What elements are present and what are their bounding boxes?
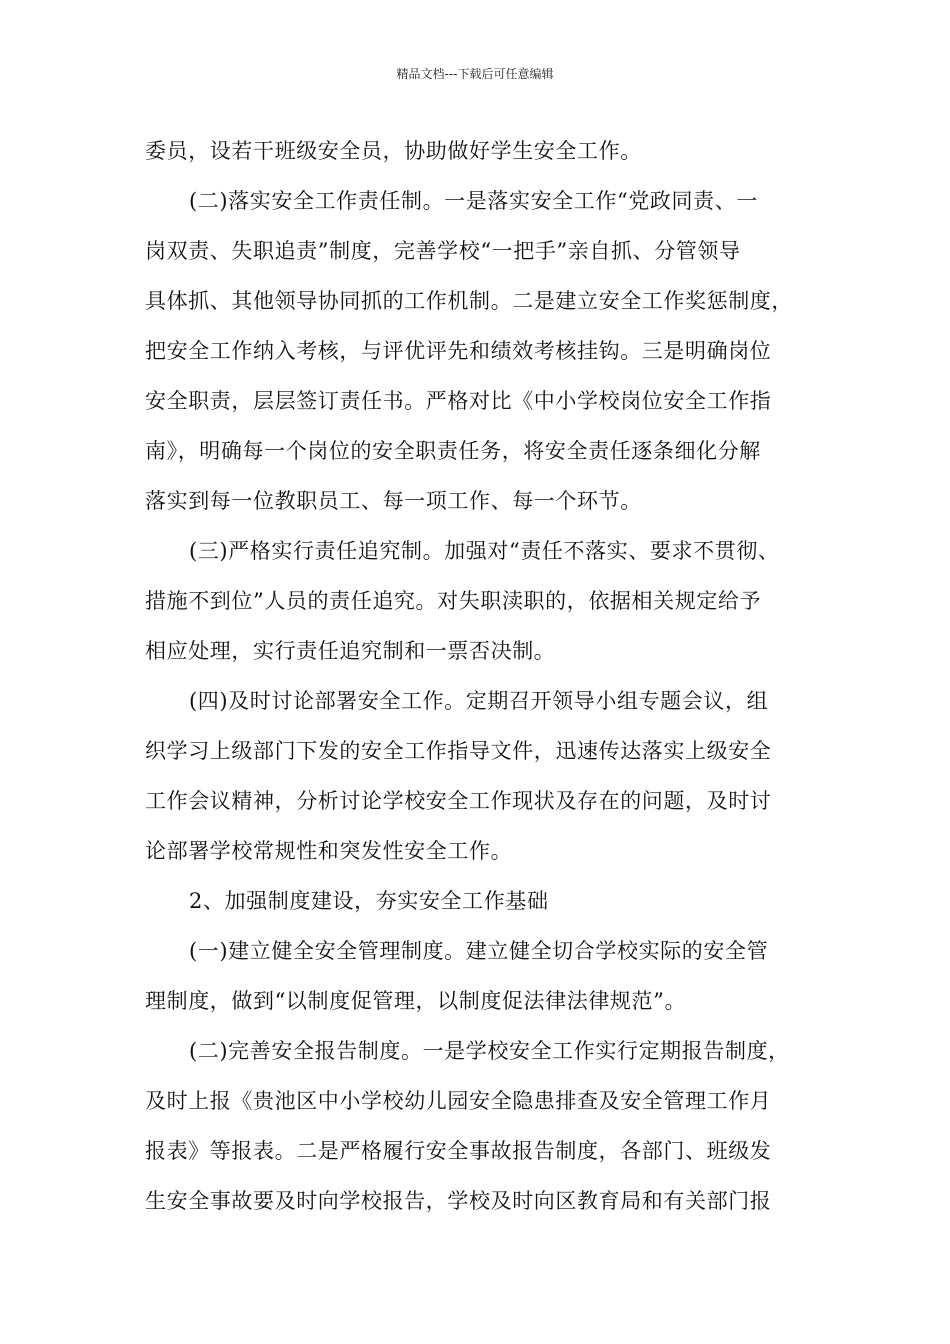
text-line: 安全职责，层层签订责任书。严格对比《中小学校岗位安全工作指 xyxy=(145,389,772,413)
document-body xyxy=(145,131,820,1231)
text-line: 论部署学校常规性和突发性安全工作。 xyxy=(145,839,513,863)
text-line: 理制度，做到“以制度促管理，以制度促法律法律规范”。 xyxy=(145,989,687,1013)
text-line: 报表》等报表。二是严格履行安全事故报告制度，各部门、班级发 xyxy=(145,1139,772,1163)
text-line: 落实到每一位教职员工、每一项工作、每一个环节。 xyxy=(145,489,642,513)
text-line: (二)完善安全报告制度。一是学校安全工作实行定期报告制度， xyxy=(189,1039,790,1063)
text-line: 把安全工作纳入考核，与评优评先和绩效考核挂钩。三是明确岗位 xyxy=(145,339,772,363)
text-line: 相应处理，实行责任追究制和一票否决制。 xyxy=(145,639,556,663)
text-line: 2、加强制度建设，夯实安全工作基础 xyxy=(189,889,549,913)
text-line: 工作会议精神，分析讨论学校安全工作现状及存在的问题，及时讨 xyxy=(145,789,772,813)
text-line: 具体抓、其他领导协同抓的工作机制。二是建立安全工作奖惩制度， xyxy=(145,289,793,313)
text-line: 及时上报《贵池区中小学校幼儿园安全隐患排查及安全管理工作月 xyxy=(145,1089,772,1113)
text-line: 生安全事故要及时向学校报告，学校及时向区教育局和有关部门报 xyxy=(145,1189,772,1213)
text-line: (四)及时讨论部署安全工作。定期召开领导小组专题会议，组 xyxy=(189,689,769,713)
text-line: 措施不到位”人员的责任追究。对失职渎职的，依据相关规定给予 xyxy=(145,589,762,613)
text-line: 岗双责、失职追责”制度，完善学校“一把手”亲自抓、分管领导 xyxy=(145,239,741,263)
text-line: 委员，设若干班级安全员，协助做好学生安全工作。 xyxy=(145,139,642,163)
text-line: (一)建立健全安全管理制度。建立健全切合学校实际的安全管 xyxy=(189,939,769,963)
page-header: 精品文档---下载后可任意编辑 xyxy=(396,67,554,81)
text-line: (二)落实安全工作责任制。一是落实安全工作“党政同责、一 xyxy=(189,189,758,213)
text-line: 南》，明确每一个岗位的安全职责任务，将安全责任逐条细化分解 xyxy=(145,439,761,463)
text-line: (三)严格实行责任追究制。加强对“责任不落实、要求不贯彻、 xyxy=(189,539,780,563)
text-line: 织学习上级部门下发的安全工作指导文件，迅速传达落实上级安全 xyxy=(145,739,772,763)
